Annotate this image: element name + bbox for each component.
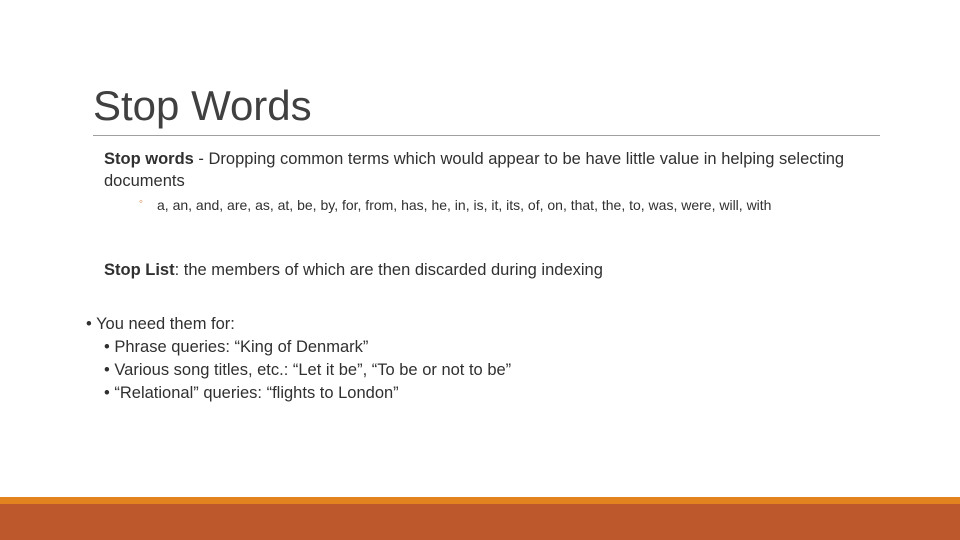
bullet-phrase-queries: • Phrase queries: “King of Denmark” [104,338,369,356]
stop-list-term: Stop List [104,261,175,279]
title-divider [93,135,880,136]
footer-accent-stripe [0,497,960,504]
stop-words-term: Stop words [104,150,194,168]
slide-title: Stop Words [93,82,312,129]
stop-words-description: - Dropping common terms which would appear to be have little value in helping selecting documents [104,150,845,190]
stop-words-examples: a, an, and, are, as, at, be, by, for, from, has, he, in, is, it, its, of, on, that, the, to, was, were, will, with [157,197,772,213]
bullet-relational-queries: • “Relational” queries: “flights to London” [104,384,399,402]
sub-bullet-icon: ◦ [139,196,143,208]
stop-list-definition [104,259,864,281]
stop-list-description: : the members of which are then discarded during indexing [174,261,603,279]
stop-words-definition [104,148,864,192]
bullet-need-them: • You need them for: [86,315,235,333]
footer-bar [0,504,960,540]
bullet-song-titles: • Various song titles, etc.: “Let it be”, “To be or not to be” [104,361,512,379]
